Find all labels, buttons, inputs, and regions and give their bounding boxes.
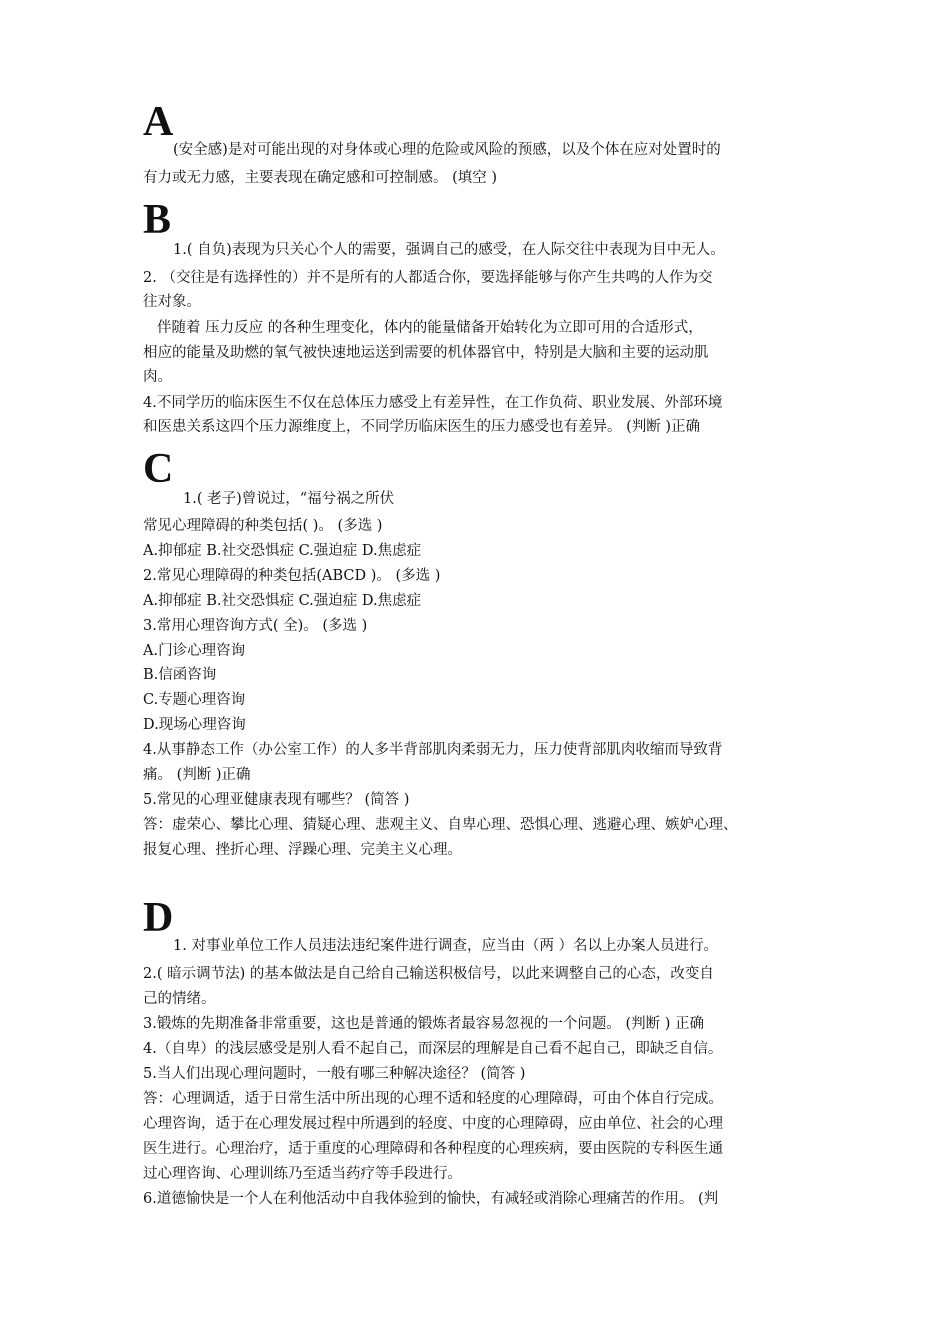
section-b-line-3: 往对象。 — [143, 294, 201, 310]
section-c-line-14: 答：虚荣心、攀比心理、猜疑心理、悲观主义、自卑心理、恐惧心理、逃避心理、嫉妒心理、 — [143, 817, 738, 833]
section-c-line-9: C.专题心理咨询 — [143, 692, 246, 708]
section-c-line-5: A.抑郁症 B.社交恐惧症 C.强迫症 D.焦虑症 — [143, 593, 422, 609]
section-d-line-7: 答：心理调适，适于日常生活中所出现的心理不适和轻度的心理障碍，可由个体自行完成。 — [143, 1091, 723, 1107]
section-heading-c: C — [143, 446, 174, 492]
section-b-line-4: 伴随着 压力反应 的各种生理变化，体内的能量储备开始转化为立即可用的合适形式， — [157, 320, 703, 336]
section-a-line-2: 有力或无力感，主要表现在确定感和可控制感。 (填空 ) — [143, 170, 498, 186]
section-c-line-15: 报复心理、挫折心理、浮躁心理、完美主义心理。 — [143, 842, 462, 858]
section-d-line-4: 3.锻炼的先期准备非常重要，这也是普通的锻炼者最容易忽视的一个问题。 (判断 ) 正确 — [143, 1016, 704, 1032]
section-c-line-7: A.门诊心理咨询 — [143, 643, 246, 659]
section-b-line-1: 1.( 自负)表现为只关心个人的需要，强调自己的感受，在人际交往中表现为目中无人。 — [173, 242, 725, 258]
section-c-line-2: 常见心理障碍的种类包括( )。 (多选 ) — [143, 518, 383, 534]
section-c-line-8: B.信函咨询 — [143, 667, 217, 683]
section-c-line-12: 痛。 (判断 )正确 — [143, 767, 251, 783]
section-c-line-1: 1.( 老子)曾说过，“福兮祸之所伏 — [183, 491, 395, 507]
section-c-line-10: D.现场心理咨询 — [143, 717, 246, 733]
section-d-line-9: 医生进行。心理治疗，适于重度的心理障碍和各种程度的心理疾病，要由医院的专科医生通 — [143, 1141, 723, 1157]
section-b-line-6: 肉。 — [143, 369, 172, 385]
section-b-line-2: 2. （交往是有选择性的）并不是所有的人都适合你，要选择能够与你产生共鸣的人作为交 — [143, 270, 713, 286]
section-a-line-1: (安全感)是对可能出现的对身体或心理的危险或风险的预感，以及个体在应对处置时的 — [173, 142, 721, 158]
section-d-line-5: 4.（自卑）的浅层感受是别人看不起自己，而深层的理解是自己看不起自己，即缺乏自信。 — [143, 1041, 723, 1057]
section-heading-d: D — [143, 895, 174, 941]
section-d-line-2: 2.( 暗示调节法) 的基本做法是自己给自己输送积极信号，以此来调整自己的心态，改变自 — [143, 966, 714, 982]
section-heading-a: A — [143, 99, 174, 145]
section-b-line-5: 相应的能量及助燃的氧气被快速地运送到需要的机体器官中，特别是大脑和主要的运动肌 — [143, 345, 709, 361]
section-c-line-11: 4.从事静态工作（办公室工作）的人多半背部肌肉柔弱无力，压力使背部肌肉收缩而导致背 — [143, 742, 723, 758]
section-d-line-11: 6.道德愉快是一个人在利他活动中自我体验到的愉快，有减轻或消除心理痛苦的作用。 (判 — [143, 1191, 719, 1207]
section-d-line-6: 5.当人们出现心理问题时，一般有哪三种解决途径？ (简答 ) — [143, 1066, 526, 1082]
section-b-line-7: 4.不同学历的临床医生不仅在总体压力感受上有差异性，在工作负荷、职业发展、外部环境 — [143, 395, 723, 411]
section-b-line-8: 和医患关系这四个压力源维度上，不同学历临床医生的压力感受也有差异。 (判断 )正确 — [143, 419, 701, 435]
section-d-line-10: 过心理咨询、心理训练乃至适当药疗等手段进行。 — [143, 1166, 462, 1182]
section-d-line-3: 己的情绪。 — [143, 991, 216, 1007]
section-c-line-4: 2.常见心理障碍的种类包括(ABCD )。 (多选 ) — [143, 568, 441, 584]
section-d-line-8: 心理咨询，适于在心理发展过程中所遇到的轻度、中度的心理障碍，应由单位、社会的心理 — [143, 1116, 723, 1132]
section-c-line-13: 5.常见的心理亚健康表现有哪些？ (简答 ) — [143, 792, 410, 808]
section-c-line-3: A.抑郁症 B.社交恐惧症 C.强迫症 D.焦虑症 — [143, 543, 422, 559]
section-heading-b: B — [143, 197, 172, 243]
section-d-line-1: 1. 对事业单位工作人员违法违纪案件进行调查，应当由（两 ）名以上办案人员进行。 — [173, 938, 719, 954]
section-c-line-6: 3.常用心理咨询方式( 全)。 (多选 ) — [143, 618, 368, 634]
